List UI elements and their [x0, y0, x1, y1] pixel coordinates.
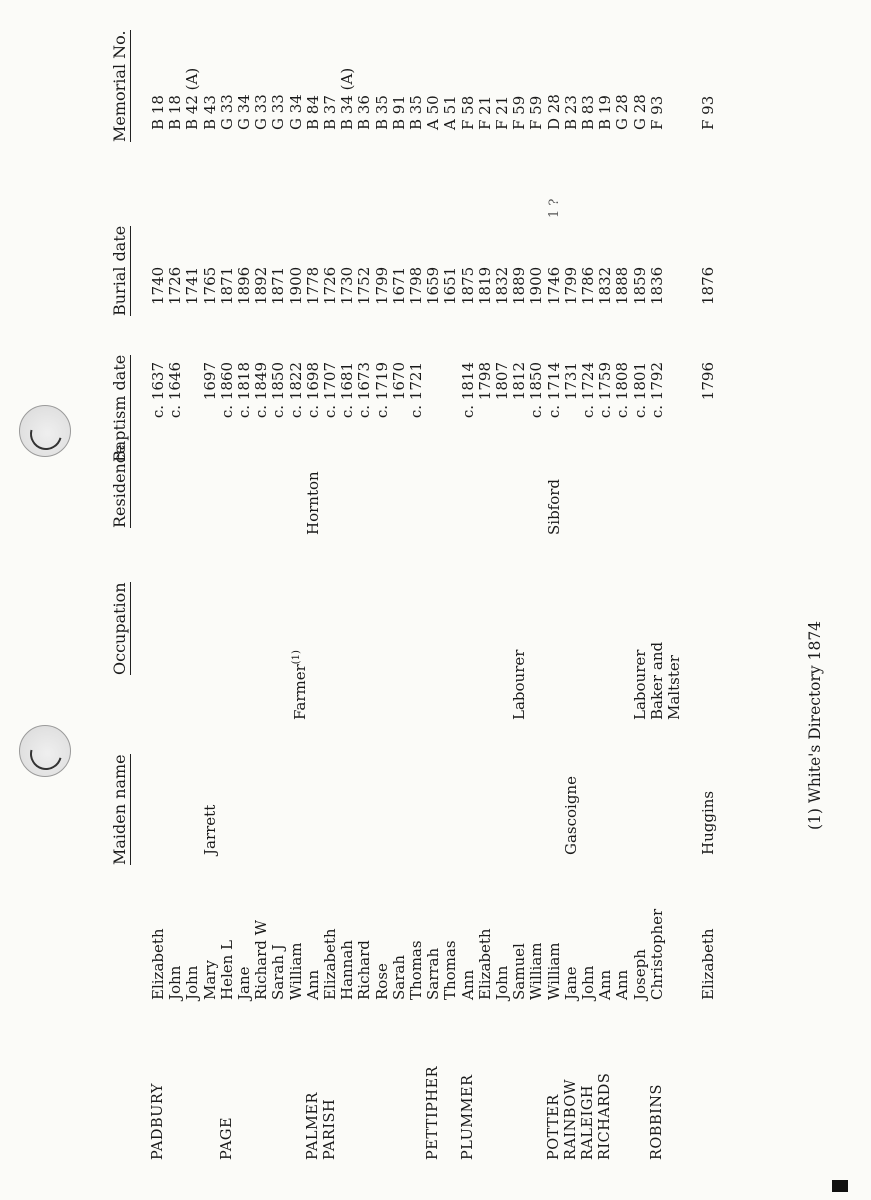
burial-date-cell: 1730	[338, 266, 357, 305]
header-baptism-date: Baptism date	[110, 354, 129, 462]
maiden-name-cell: Jarrett	[200, 804, 219, 855]
burial-date-cell: 1836	[647, 266, 666, 305]
memorial-no-cell: B 37	[321, 95, 339, 130]
residence-cell: Hornton	[303, 471, 322, 535]
baptism-date-cell: 1798	[475, 362, 494, 401]
memorial-no-cell: B 91	[389, 95, 408, 130]
memorial-no-cell: B 35	[372, 95, 391, 130]
maiden-name-cell: Gascoigne	[561, 776, 580, 855]
occupation-cell: Maltster	[665, 655, 683, 720]
forename-cell: William	[286, 942, 305, 1000]
baptism-date-cell: 1807	[493, 362, 511, 401]
footnote: (1) White's Directory 1874	[806, 620, 824, 830]
header-memorial-no: Memorial No.	[110, 30, 129, 142]
burial-date-cell: 1859	[630, 266, 649, 305]
surname-cell: PAGE	[218, 1116, 235, 1160]
memorial-no-cell: F 93	[699, 95, 718, 130]
forename-cell: Jane	[561, 966, 580, 1000]
memorial-no-cell: G 33	[252, 94, 271, 130]
forename-cell: William	[544, 942, 563, 1000]
memorial-no-cell: D 28	[544, 94, 563, 130]
baptism-date-cell: c. 1673	[355, 362, 374, 419]
baptism-date-cell: c. 1707	[321, 362, 339, 419]
memorial-no-cell: G 28	[613, 94, 632, 130]
baptism-date-cell: c. 1759	[596, 362, 615, 419]
residence-cell: Sibford	[544, 478, 563, 535]
occupation-cell: Baker and	[647, 641, 666, 720]
forename-cell: Elizabeth	[321, 928, 339, 1000]
burial-date-cell: 1799	[561, 266, 580, 305]
baptism-date-cell: c. 1818	[235, 362, 253, 419]
surname-cell: POTTER	[545, 1094, 562, 1160]
baptism-date-cell: c. 1698	[303, 362, 322, 419]
forename-cell: Helen L	[217, 939, 236, 1000]
forename-cell: Mary	[200, 960, 219, 1000]
burial-date-cell: 1740	[149, 266, 167, 305]
forename-cell: John	[166, 965, 185, 1000]
burial-date-cell: 1896	[235, 266, 253, 305]
burial-date-cell: 1871	[217, 266, 236, 305]
baptism-date-cell: c. 1860	[217, 362, 236, 419]
baptism-date-cell: c. 1714	[544, 362, 563, 419]
forename-cell: Sarah J	[269, 944, 288, 1000]
burial-date-cell: 1900	[527, 266, 546, 305]
burial-date-cell: 1746	[544, 266, 563, 305]
burial-date-cell: 1752	[355, 266, 374, 305]
forename-cell: Thomas	[441, 940, 460, 1000]
burial-date-cell: 1900	[286, 266, 305, 305]
memorial-no-cell: B 83	[579, 95, 597, 130]
burial-date-cell: 1871	[269, 266, 288, 305]
memorial-no-cell: B 23	[561, 95, 580, 130]
burial-date-cell: 1832	[596, 266, 615, 305]
baptism-date-cell	[184, 362, 201, 462]
surname-cell: RALEIGH	[580, 1084, 596, 1160]
forename-cell: John	[579, 965, 597, 1000]
occupation-cell: Labourer	[510, 649, 529, 720]
burial-date-cell: 1765	[200, 266, 219, 305]
surname-cell: PLUMMER	[459, 1074, 476, 1160]
burial-date-cell: 1798	[407, 266, 425, 305]
forename-cell: Ann	[596, 969, 615, 1000]
baptism-date-cell: c. 1637	[149, 362, 167, 419]
forename-cell: Ann	[458, 969, 477, 1000]
surname-cell: PADBURY	[150, 1083, 166, 1160]
memorial-no-cell: G 34	[286, 94, 305, 130]
occupation-cell: Labourer	[630, 649, 649, 720]
surname-cell: RICHARDS	[597, 1072, 614, 1160]
burial-date-cell: 1659	[424, 266, 443, 305]
forename-cell: Richard	[355, 940, 374, 1000]
burial-date-cell: 1876	[699, 266, 718, 305]
burial-date-cell: 1778	[303, 266, 322, 305]
baptism-date-cell	[442, 362, 459, 462]
burial-date-cell: 1799	[372, 266, 391, 305]
burial-date-cell: 1832	[493, 266, 511, 305]
baptism-date-cell	[666, 362, 683, 462]
memorial-no-cell: F 59	[510, 95, 529, 130]
forename-cell: Sarrah	[424, 947, 443, 1000]
surname-cell: PALMER	[304, 1092, 321, 1160]
memorial-no-cell: F 93	[647, 95, 666, 130]
forename-cell: Rose	[372, 963, 391, 1000]
forename-cell: Elizabeth	[699, 928, 718, 1000]
forename-cell: William	[527, 942, 546, 1000]
baptism-date-cell: 1697	[200, 362, 219, 401]
memorial-no-cell: F 21	[475, 95, 494, 130]
header-residence: Residence	[110, 444, 129, 528]
memorial-no-cell: F 58	[458, 95, 477, 130]
baptism-date-cell: c. 1719	[372, 362, 391, 419]
header-occupation: Occupation	[110, 582, 129, 675]
memorial-no-cell: B 19	[596, 95, 615, 130]
forename-cell: Hannah	[338, 940, 357, 1000]
baptism-date-cell: 1796	[699, 362, 718, 401]
burial-date-cell: 1726	[166, 266, 185, 305]
forename-cell: Ann	[613, 969, 632, 1000]
burial-date-cell: 1726	[321, 266, 339, 305]
forename-cell: Thomas	[407, 940, 425, 1000]
forename-cell: Elizabeth	[149, 928, 167, 1000]
burial-date-cell: 1741	[183, 266, 202, 305]
baptism-date-cell: c. 1724	[579, 362, 597, 419]
forename-cell: Elizabeth	[475, 928, 494, 1000]
forename-cell: Jane	[235, 966, 253, 1000]
forename-cell: Christopher	[647, 908, 666, 1000]
forename-cell: John	[183, 965, 202, 1000]
memorial-no-cell: A 51	[441, 95, 460, 130]
burial-date-cell: 1819	[475, 266, 494, 305]
baptism-date-cell: c. 1822	[286, 362, 305, 419]
pencil-annotation: 1 ?	[547, 198, 562, 218]
baptism-date-cell: c. 1681	[338, 362, 357, 419]
burial-date-cell: 1892	[252, 266, 271, 305]
maiden-name-cell: Huggins	[699, 790, 718, 855]
memorial-no-cell: A 50	[424, 95, 443, 130]
memorial-no-cell: B 18	[149, 95, 167, 130]
surname-cell: ROBBINS	[648, 1084, 665, 1160]
baptism-date-cell: 1812	[510, 362, 529, 401]
header-maiden-name: Maiden name	[110, 754, 129, 865]
baptism-date-cell	[683, 362, 700, 462]
burial-date-cell: 1889	[510, 266, 529, 305]
burial-date-cell: 1671	[389, 266, 408, 305]
baptism-date-cell: c. 1792	[647, 362, 666, 419]
memorial-no-cell: G 34	[235, 94, 253, 130]
memorial-no-cell: F 59	[527, 95, 546, 130]
memorial-no-cell: B 35	[407, 95, 425, 130]
surname-cell: PETTIPHER	[425, 1065, 442, 1160]
surname-cell: RAINBOW	[562, 1078, 579, 1160]
forename-cell: John	[493, 965, 511, 1000]
baptism-date-cell: c. 1814	[458, 362, 477, 419]
forename-cell: Sarah	[389, 955, 408, 1000]
memorial-no-cell: B 36	[355, 95, 374, 130]
forename-cell: Richard W	[252, 919, 271, 1000]
burial-date-cell: 1786	[579, 266, 597, 305]
memorial-no-cell: G 28	[630, 94, 649, 130]
header-burial-date: Burial date	[110, 225, 129, 316]
memorial-no-cell: G 33	[269, 94, 288, 130]
burial-date-cell: 1651	[441, 266, 460, 305]
baptism-date-cell	[425, 362, 442, 462]
memorial-no-cell: B 34 (A)	[338, 67, 357, 130]
memorial-no-cell: B 84	[303, 95, 322, 130]
memorial-no-cell: B 42 (A)	[183, 67, 202, 130]
baptism-date-cell: c. 1721	[407, 362, 425, 419]
forename-cell: Ann	[303, 969, 322, 1000]
memorial-no-cell: B 18	[166, 95, 185, 130]
forename-cell: Joseph	[630, 949, 649, 1000]
baptism-date-cell: c. 1850	[269, 362, 288, 419]
baptism-date-cell: c. 1850	[527, 362, 546, 419]
burial-date-cell: 1888	[613, 266, 632, 305]
surname-cell: PARISH	[322, 1098, 338, 1160]
baptism-date-cell: 1731	[561, 362, 580, 401]
baptism-date-cell: c. 1801	[630, 362, 649, 419]
occupation-cell: Farmer$^{(1)}$	[290, 650, 309, 720]
burial-date-cell: 1875	[458, 266, 477, 305]
baptism-date-cell: c. 1646	[166, 362, 185, 419]
memorial-no-cell: G 33	[217, 94, 236, 130]
memorial-no-cell: F 21	[493, 95, 511, 130]
baptism-date-cell: c. 1849	[252, 362, 271, 419]
baptism-date-cell: 1670	[389, 362, 408, 401]
memorial-no-cell: B 43	[200, 95, 219, 130]
forename-cell: Samuel	[510, 943, 529, 1000]
baptism-date-cell: c. 1808	[613, 362, 632, 419]
